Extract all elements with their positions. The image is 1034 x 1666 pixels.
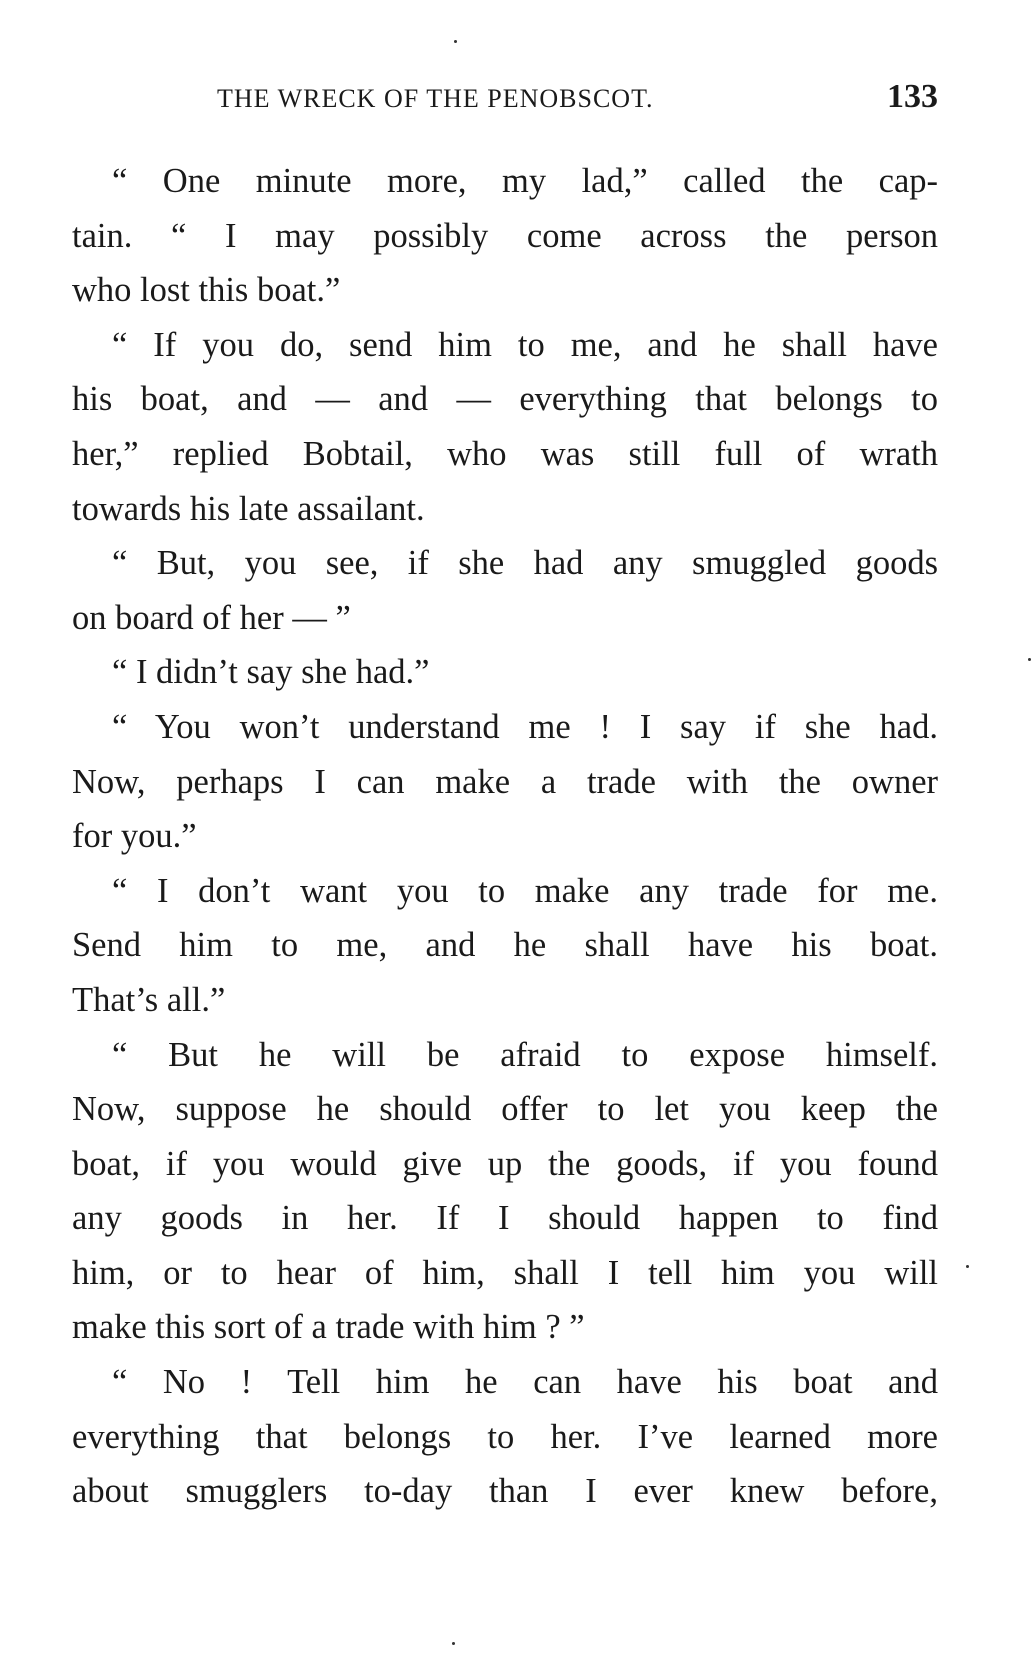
text-line: for you.”: [72, 817, 197, 856]
ink-speck: [454, 40, 457, 43]
text-line: “ I don’t want you to make any trade for me.: [112, 871, 938, 910]
text-line: That’s all.”: [72, 980, 226, 1019]
text-line: boat, if you would give up the goods, if you found: [72, 1144, 938, 1183]
text-line: “ No ! Tell him he can have his boat and: [112, 1363, 938, 1402]
text-line: everything that belongs to her. I’ve learned more: [72, 1417, 938, 1456]
text-line: her,” replied Bobtail, who was still full of wrath: [72, 434, 938, 473]
running-title: THE WRECK OF THE PENOBSCOT.: [217, 84, 654, 113]
ink-speck: [452, 1642, 455, 1645]
text-line: “ But he will be afraid to expose himself.: [112, 1035, 938, 1074]
body-text: [72, 154, 938, 1519]
text-line: about smugglers to-day than I ever knew before,: [72, 1472, 938, 1511]
text-line: “ If you do, send him to me, and he shall have: [112, 325, 938, 364]
ink-speck: [1028, 658, 1031, 661]
text-line: Send him to me, and he shall have his boat.: [72, 926, 938, 965]
text-line: make this sort of a trade with him ? ”: [72, 1308, 585, 1347]
text-line: on board of her — ”: [72, 598, 351, 637]
text-line: who lost this boat.”: [72, 271, 341, 310]
text-line: him, or to hear of him, shall I tell him you will: [72, 1253, 938, 1292]
text-line: “ But, you see, if she had any smuggled goods: [112, 544, 938, 583]
text-line: tain. “ I may possibly come across the person: [72, 216, 938, 255]
page-header: [72, 78, 938, 118]
text-line: his boat, and — and — everything that belongs to: [72, 380, 938, 419]
text-line: Now, perhaps I can make a trade with the owner: [72, 762, 938, 801]
page-number: 133: [887, 78, 938, 115]
text-line: “ One minute more, my lad,” called the cap-: [112, 162, 938, 200]
ink-speck: [966, 1265, 969, 1268]
text-line: “ You won’t understand me ! I say if she had.: [112, 707, 938, 746]
text-line: Now, suppose he should offer to let you keep the: [72, 1090, 938, 1129]
text-line: towards his late assailant.: [72, 489, 425, 528]
text-line: any goods in her. If I should happen to find: [72, 1199, 938, 1238]
text-line: “ I didn’t say she had.”: [112, 653, 430, 692]
